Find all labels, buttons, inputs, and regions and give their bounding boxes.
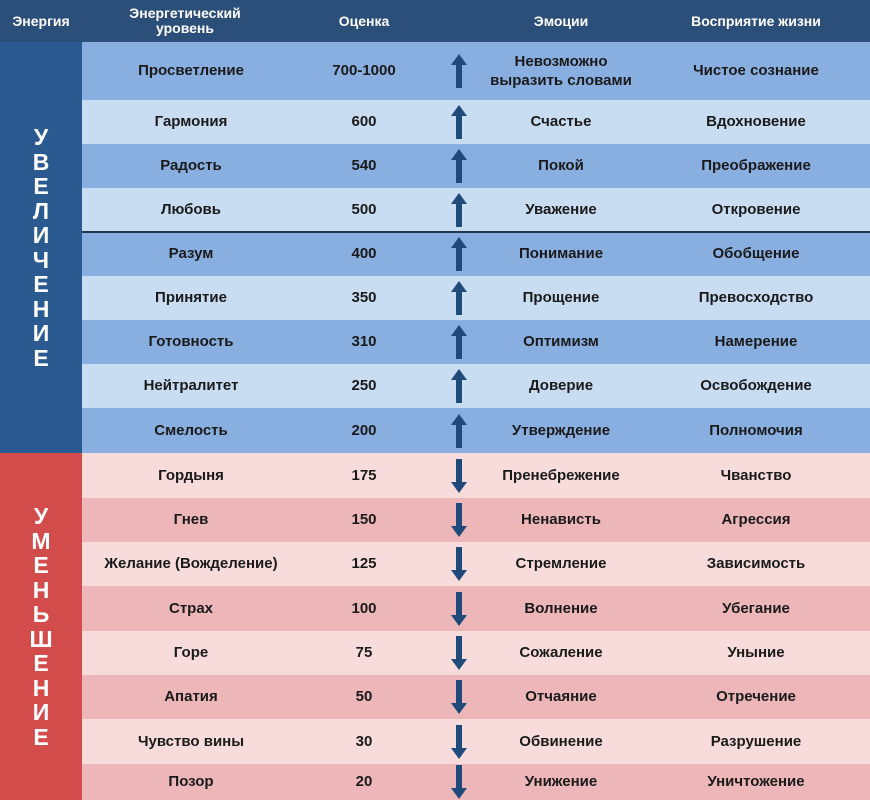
increase-letter: Е <box>33 271 49 297</box>
level-cell: Разум <box>168 245 214 262</box>
decrease-letter: М <box>31 527 51 554</box>
perception-cell: Уничтожение <box>707 773 805 790</box>
table-row <box>82 498 870 542</box>
table-row <box>82 364 870 408</box>
emotion-cell: Невозможно выразить словами <box>490 53 632 89</box>
arrow-up-icon <box>428 276 490 320</box>
arrow-down-icon <box>428 675 490 719</box>
emotion-cell: Сожаление <box>519 644 603 661</box>
decrease-letter: Е <box>33 552 49 578</box>
header-energy: Энергия <box>12 12 70 29</box>
perception-cell: Освобождение <box>700 377 812 394</box>
increase-letter: И <box>32 320 50 346</box>
level-cell: Позор <box>168 773 214 790</box>
perception-cell: Полномочия <box>709 421 803 439</box>
section-divider <box>82 231 870 233</box>
level-cell: Гордыня <box>158 466 224 484</box>
decrease-letter: Н <box>32 674 50 701</box>
table-row <box>82 764 870 800</box>
emotion-cell: Ненависть <box>521 511 601 528</box>
emotion-cell: Обвинение <box>519 732 603 750</box>
decrease-letter: Е <box>33 650 49 676</box>
emotion-cell: Доверие <box>528 377 594 394</box>
perception-cell: Уныние <box>727 644 785 661</box>
level-cell: Чувство вины <box>137 732 245 750</box>
score-cell: 400 <box>351 245 377 262</box>
table-row <box>82 276 870 320</box>
table-row <box>82 453 870 498</box>
emotion-cell: Покой <box>538 157 584 174</box>
decrease-letter: Н <box>32 576 50 603</box>
arrow-down-icon <box>428 631 490 675</box>
level-cell: Гнев <box>173 511 209 528</box>
emotion-cell: Пренебрежение <box>502 466 620 484</box>
arrow-up-icon <box>428 364 490 408</box>
emotion-cell: Отчаяние <box>525 688 597 705</box>
score-cell: 310 <box>351 333 377 350</box>
table-row <box>82 586 870 631</box>
arrow-up-icon <box>428 100 490 144</box>
level-cell: Страх <box>168 599 214 617</box>
table-row <box>82 144 870 188</box>
level-cell: Радость <box>160 157 222 174</box>
table-row <box>82 719 870 764</box>
increase-letter: Ч <box>32 246 50 273</box>
header-score: Оценка <box>338 12 390 29</box>
level-cell: Готовность <box>148 333 234 350</box>
score-cell: 175 <box>351 466 377 484</box>
increase-letter: Е <box>33 173 49 199</box>
level-cell: Просветление <box>138 62 244 79</box>
perception-cell: Зависимость <box>706 555 806 572</box>
arrow-down-icon <box>428 453 490 498</box>
perception-cell: Чванство <box>720 466 792 484</box>
arrow-down-icon <box>428 586 490 631</box>
table-row <box>82 100 870 144</box>
increase-label <box>0 42 82 453</box>
score-cell: 150 <box>351 511 377 528</box>
increase-letter: У <box>33 124 49 150</box>
perception-cell: Преображение <box>701 157 811 174</box>
emotion-cell: Стремление <box>515 555 607 572</box>
decrease-letter: Ш <box>29 625 53 652</box>
arrow-up-icon <box>428 320 490 364</box>
level-cell: Желание (Вожделение) <box>104 555 278 572</box>
table-row <box>82 675 870 719</box>
table-header <box>0 0 870 42</box>
arrow-down-icon <box>428 719 490 764</box>
arrow-up-icon <box>428 42 490 100</box>
header-perception: Восприятие жизни <box>691 12 821 29</box>
decrease-letter: Е <box>33 723 49 750</box>
score-cell: 125 <box>351 555 377 572</box>
level-cell: Горе <box>173 644 209 661</box>
score-cell: 250 <box>351 377 377 394</box>
perception-cell: Разрушение <box>710 732 802 750</box>
perception-cell: Намерение <box>714 333 798 350</box>
score-cell: 20 <box>355 773 373 790</box>
arrow-down-icon <box>428 764 490 800</box>
level-cell: Смелость <box>154 421 228 439</box>
emotion-cell: Понимание <box>518 245 604 262</box>
score-cell: 500 <box>351 201 377 218</box>
table-row <box>82 42 870 100</box>
table-row <box>82 542 870 586</box>
level-cell: Принятие <box>155 289 227 306</box>
arrow-up-icon <box>428 232 490 276</box>
decrease-letter: Ь <box>32 601 50 627</box>
score-cell: 100 <box>351 599 377 617</box>
table-row <box>82 232 870 276</box>
table-row <box>82 188 870 232</box>
increase-letter: В <box>32 148 50 175</box>
level-cell: Нейтралитет <box>143 377 239 394</box>
increase-letter: И <box>32 222 50 248</box>
emotion-cell: Волнение <box>524 599 598 617</box>
emotion-cell: Утверждение <box>511 421 611 439</box>
arrow-up-icon <box>428 188 490 232</box>
perception-cell: Убегание <box>722 599 790 617</box>
emotion-cell: Уважение <box>525 201 597 218</box>
level-cell: Любовь <box>160 201 221 218</box>
arrow-down-icon <box>428 498 490 542</box>
emotion-cell: Счастье <box>530 113 592 130</box>
perception-cell: Отречение <box>716 688 796 705</box>
level-cell: Гармония <box>154 113 228 130</box>
score-cell: 600 <box>351 113 377 130</box>
score-cell: 75 <box>355 644 373 661</box>
perception-cell: Откровение <box>711 201 801 218</box>
increase-letter: Н <box>32 295 50 322</box>
perception-cell: Агрессия <box>721 511 791 528</box>
arrow-up-icon <box>428 144 490 188</box>
arrow-down-icon <box>428 542 490 586</box>
increase-letter: Е <box>33 344 49 371</box>
table-row <box>82 631 870 675</box>
emotion-cell: Унижение <box>524 773 598 790</box>
decrease-letter: У <box>33 503 49 529</box>
table-row <box>82 320 870 364</box>
score-cell: 30 <box>355 732 373 750</box>
score-cell: 50 <box>355 688 373 705</box>
level-cell: Апатия <box>164 688 218 705</box>
perception-cell: Вдохновение <box>706 113 806 130</box>
score-cell: 200 <box>351 421 377 439</box>
perception-cell: Обобщение <box>712 245 800 262</box>
score-cell: 350 <box>351 289 377 306</box>
perception-cell: Превосходство <box>698 289 814 306</box>
decrease-label <box>0 453 82 800</box>
score-cell: 700-1000 <box>332 62 396 79</box>
emotion-cell: Прощение <box>522 289 600 306</box>
score-cell: 540 <box>351 157 377 174</box>
increase-letter: Л <box>32 197 50 224</box>
arrow-up-icon <box>428 408 490 453</box>
table-row <box>82 408 870 453</box>
decrease-letter: И <box>32 699 50 725</box>
emotion-cell: Оптимизм <box>523 333 599 350</box>
header-level: Энергетический уровень <box>129 5 241 36</box>
perception-cell: Чистое сознание <box>693 62 819 79</box>
header-emotions: Эмоции <box>533 12 589 29</box>
